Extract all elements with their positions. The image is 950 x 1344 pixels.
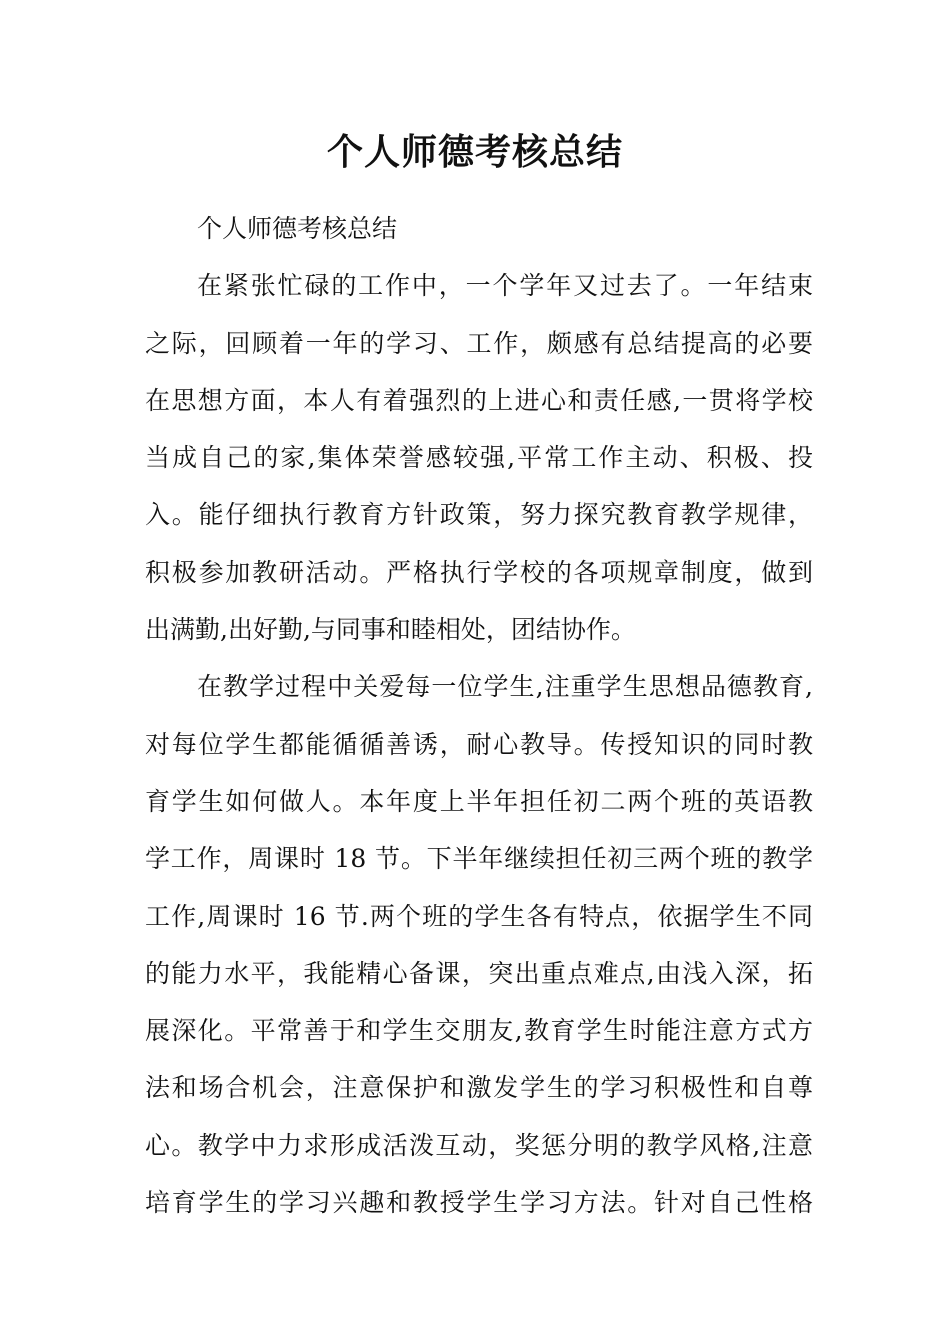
paragraph-line: 学工作，周课时 18 节。下半年继续担任初三两个班的教学	[145, 844, 813, 874]
paragraph-line: 心。教学中力求形成活泼互动，奖惩分明的教学风格,注意	[145, 1130, 813, 1160]
paragraph-line: 在思想方面，本人有着强烈的上进心和责任感,一贯将学校	[145, 385, 813, 415]
document-title: 个人师德考核总结	[326, 131, 623, 173]
paragraph-1	[145, 257, 813, 658]
paragraph-line: 法和场合机会，注意保护和激发学生的学习积极性和自尊	[145, 1073, 813, 1103]
document-body	[145, 200, 813, 1231]
paragraph-line: 培育学生的学习兴趣和教授学生学习方法。针对自己性格	[145, 1188, 813, 1218]
paragraph-line: 展深化。平常善于和学生交朋友,教育学生时能注意方式方	[145, 1016, 813, 1046]
paragraph-line: 对每位学生都能循循善诱，耐心教导。传授知识的同时教	[145, 729, 813, 759]
subtitle-line: 个人师德考核总结	[197, 214, 398, 243]
paragraph-line: 入。能仔细执行教育方针政策，努力探究教育教学规律，	[145, 500, 813, 530]
paragraph-line: 出满勤,出好勤,与同事和睦相处，团结协作。	[145, 615, 636, 645]
paragraph-line: 在紧张忙碌的工作中，一个学年又过去了。一年结束	[197, 271, 813, 301]
paragraph-2	[145, 658, 813, 1231]
paragraph-line: 育学生如何做人。本年度上半年担任初二两个班的英语教	[145, 786, 813, 816]
paragraph-line: 积极参加教研活动。严格执行学校的各项规章制度，做到	[145, 557, 813, 587]
paragraph-line: 的能力水平，我能精心备课，突出重点难点,由浅入深，拓	[145, 958, 813, 988]
paragraph-line: 在教学过程中关爱每一位学生,注重学生思想品德教育,	[197, 672, 813, 702]
paragraph-line: 工作,周课时 16 节.两个班的学生各有特点，依据学生不同	[145, 901, 813, 931]
paragraph-line: 当成自己的家,集体荣誉感较强,平常工作主动、积极、投	[145, 443, 813, 473]
paragraph-line: 之际，回顾着一年的学习、工作，颇感有总结提高的必要	[145, 328, 813, 358]
